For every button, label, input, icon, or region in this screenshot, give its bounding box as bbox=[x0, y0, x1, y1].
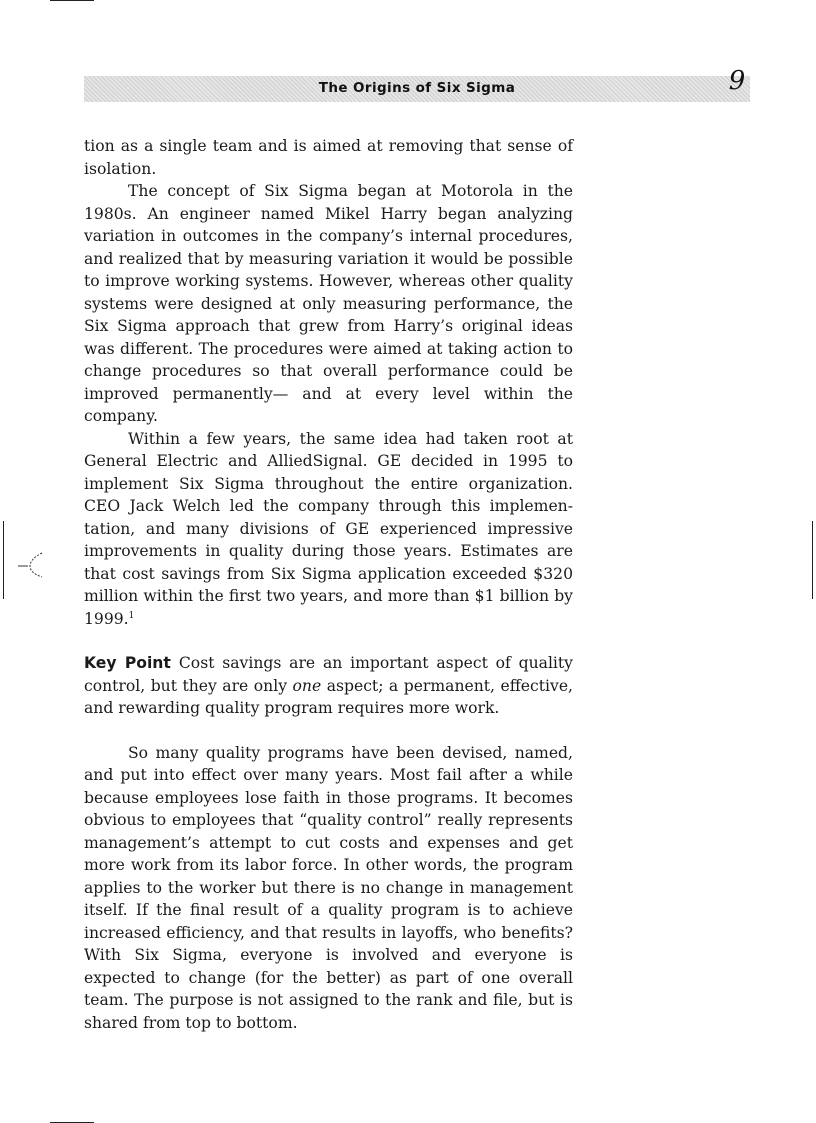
key-point-label: Key Point bbox=[84, 654, 171, 672]
key-point bbox=[84, 652, 573, 720]
paragraph-1: tion as a single team and is aimed at removing that sense of isolation. bbox=[84, 137, 573, 178]
key-point-emphasis: one bbox=[292, 676, 322, 695]
running-title: The Origins of Six Sigma bbox=[318, 80, 516, 96]
paragraph-4: So many quality programs have been devised, named, and put into effect over many years. Most fail after a while because employees lose faith in those programs. It becomes obvious to employees that “quality control” really represents management’s attempt to cut costs and expenses and get more work from its labor force. In other words, the program applies to the worker but there is no change in management itself. If the final result of a quality program is to achieve increased efficiency, and that results in layoffs, who benefits? With Six Sigma, everyone is involved and everyone is expected to change (for the better) as part of one overall team. The purpose is not assigned to the rank and file, but is shared from top to bottom. bbox=[84, 743, 573, 1032]
key-point-text-before: Cost savings are an important aspect of quality control, but they are only bbox=[84, 654, 573, 695]
paragraph-2: The concept of Six Sigma began at Motorola in the 1980s. An engineer named Mikel Harry began analyzing variation in outcomes in the company’s internal procedures, and realized that by measuring variation it would be possible to improve working systems. However, whereas other quality systems were designed at only measuring performance, the Six Sigma approach that grew from Harry’s original ideas was different. The procedures were aimed at taking action to change procedures so that overall performance could be improved permanently— and at every level within the company. bbox=[84, 182, 573, 425]
key-point-text-after: aspect; a permanent, effective, and rewarding quality program requires more work. bbox=[84, 676, 574, 717]
crop-mark-left bbox=[3, 521, 4, 599]
registration-mark-icon bbox=[18, 549, 48, 579]
crop-mark-top bbox=[50, 0, 94, 1]
paragraph-3 bbox=[84, 428, 573, 631]
page-number: 9 bbox=[728, 66, 746, 96]
body-text bbox=[84, 135, 573, 1034]
crop-mark-right bbox=[812, 521, 813, 599]
footnote-ref: 1 bbox=[128, 610, 135, 621]
paragraph-3-text: Within a few years, the same idea had taken root at General Electric and AlliedSignal. GE decided in 1995 to implement Six Sigma throughout the entire organization. CEO Jack Welch led the company through this implementation, and many divisions of GE experienced impressive improvements in quality during those years. Estimates are that cost savings from Six Sigma application exceeded $320 million within the first two years, and more than $1 billion by 1999. bbox=[84, 429, 573, 628]
